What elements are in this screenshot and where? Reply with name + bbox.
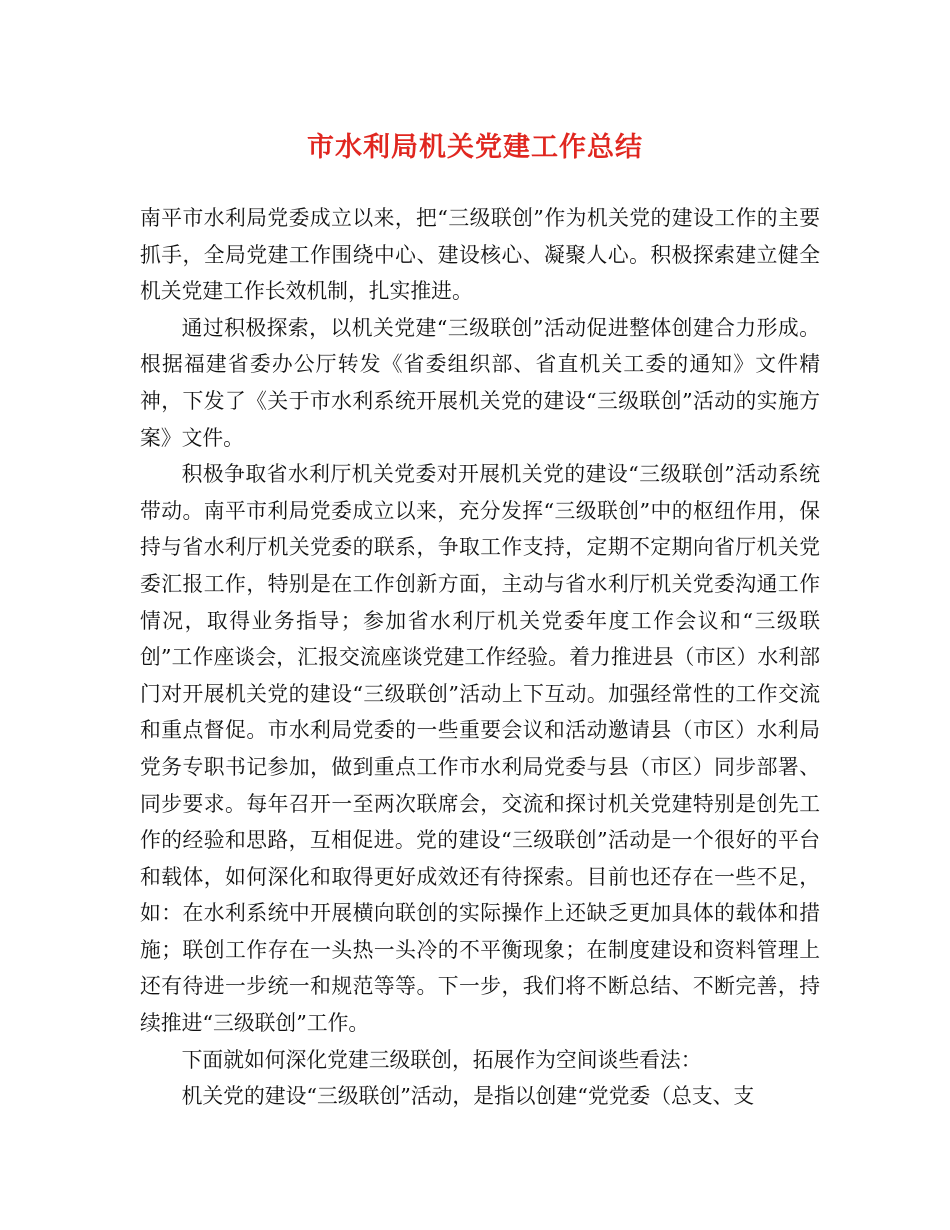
paragraph-2: 通过积极探索，以机关党建“三级联创”活动促进整体创建合力形成。根据福建省委办公厅转发《省委组织部、省直机关工委的通知》文件精神，下发了《关于市水利系统开展机关党的建设“三级联创”活动的实施方案》文件。 [140, 315, 820, 450]
document-title: 市水利局机关党建工作总结 [307, 132, 643, 163]
paragraph-4: 下面就如何深化党建三级联创，拓展作为空间谈些看法： [181, 1047, 702, 1072]
document-body [140, 200, 820, 1115]
paragraph-3: 积极争取省水利厅机关党委对开展机关党的建设“三级联创”活动系统带动。南平市利局党委成立以来，充分发挥“三级联创”中的枢纽作用，保持与省水利厅机关党委的联系，争取工作支持，定期不定期向省厅机关党委汇报工作，特别是在工作创新方面，主动与省水利厅机关党委沟通工作情况，取得业务指导；参加省水利厅机关党委年度工作会议和“三级联创”工作座谈会，汇报交流座谈党建工作经验。着力推进县（市区）水利部门对开展机关党的建设“三级联创”活动上下互动。加强经常性的工作交流和重点督促。市水利局党委的一些重要会议和活动邀请县（市区）水利局党务专职书记参加，做到重点工作市水利局党委与县（市区）同步部署、同步要求。每年召开一至两次联席会，交流和探讨机关党建特别是创先工作的经验和思路，互相促进。党的建设“三级联创”活动是一个很好的平台和载体，如何深化和取得更好成效还有待探索。目前也还存在一些不足，如：在水利系统中开展横向联创的实际操作上还缺乏更加具体的载体和措施；联创工作存在一头热一头冷的不平衡现象；在制度建设和资料管理上还有待进一步统一和规范等等。下一步，我们将不断总结、不断完善，持续推进“三级联创”工作。 [140, 462, 820, 1036]
paragraph-1: 南平市水利局党委成立以来，把“三级联创”作为机关党的建设工作的主要抓手，全局党建工作围绕中心、建设核心、凝聚人心。积极探索建立健全机关党建工作长效机制，扎实推进。 [140, 206, 820, 304]
paragraph-5: 机关党的建设“三级联创”活动，是指以创建“党党委（总支、支 [181, 1084, 755, 1109]
